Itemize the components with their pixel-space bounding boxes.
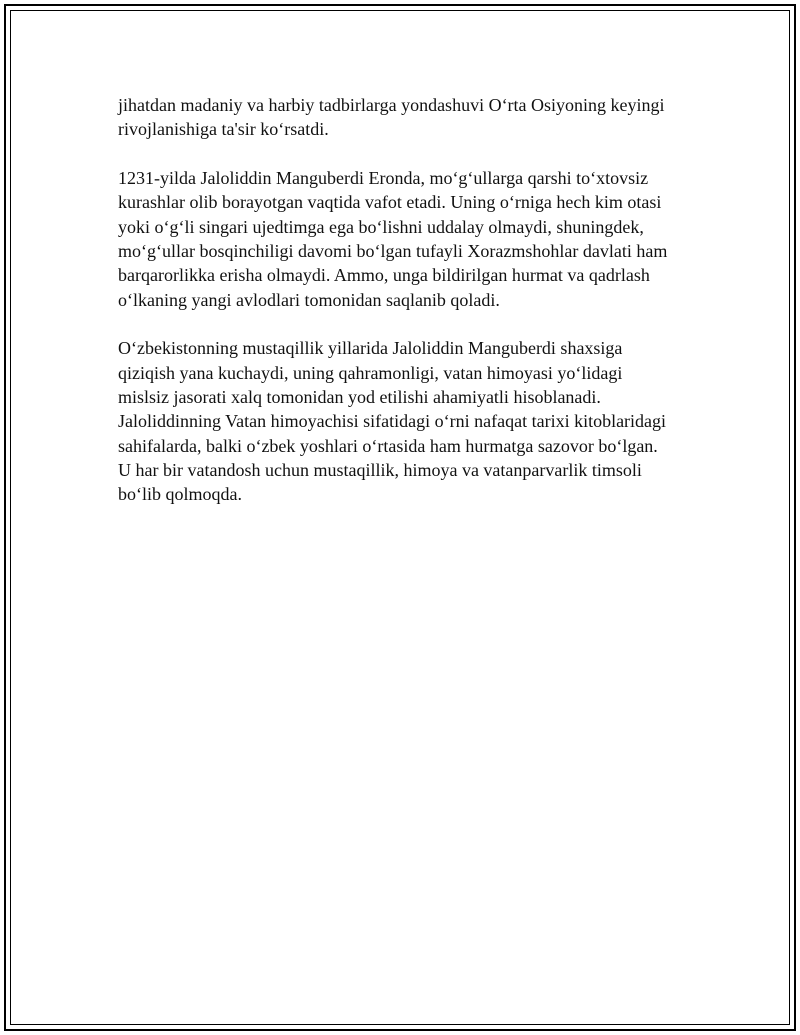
paragraph-1: jihatdan madaniy va harbiy tadbirlarga yondashuvi O‘rta Osiyoning keyingi rivojlanishiga ta'sir ko‘rsatdi. [118,95,665,140]
document-body [118,93,698,531]
paragraph-2: 1231-yilda Jaloliddin Manguberdi Eronda, mo‘g‘ullarga qarshi to‘xtovsiz kurashlar olib borayotgan vaqtida vafot etadi. Uning o‘rniga hech kim otasi yoki o‘g‘li singari ujedtimga ega bo‘lishni uddalay olmaydi, shuningdek, mo‘g‘ullar bosqinchiligi davomi bo‘lgan tufayli Xorazmshohlar davlati ham barqarorlikka erisha olmaydi. Ammo, unga bildirilgan hurmat va qadrlash o‘lkaning yangi avlodlari tomonidan saqlanib qoladi. [118,168,668,310]
paragraph-3: O‘zbekistonning mustaqillik yillarida Jaloliddin Manguberdi shaxsiga qiziqish yana kuchaydi, uning qahramonligi, vatan himoyasi yo‘lidagi mislsiz jasorati xalq tomonidan yod etilishi ahamiyatli hisoblanadi. Jaloliddinning Vatan himoyachisi sifatidagi o‘rni nafaqat tarixi kitoblaridagi sahifalarda, balki o‘zbek yoshlari o‘rtasida ham hurmatga sazovor bo‘lgan. U har bir vatandosh uchun mustaqillik, himoya va vatanparvarlik timsoli bo‘lib qolmoqda. [118,338,667,505]
